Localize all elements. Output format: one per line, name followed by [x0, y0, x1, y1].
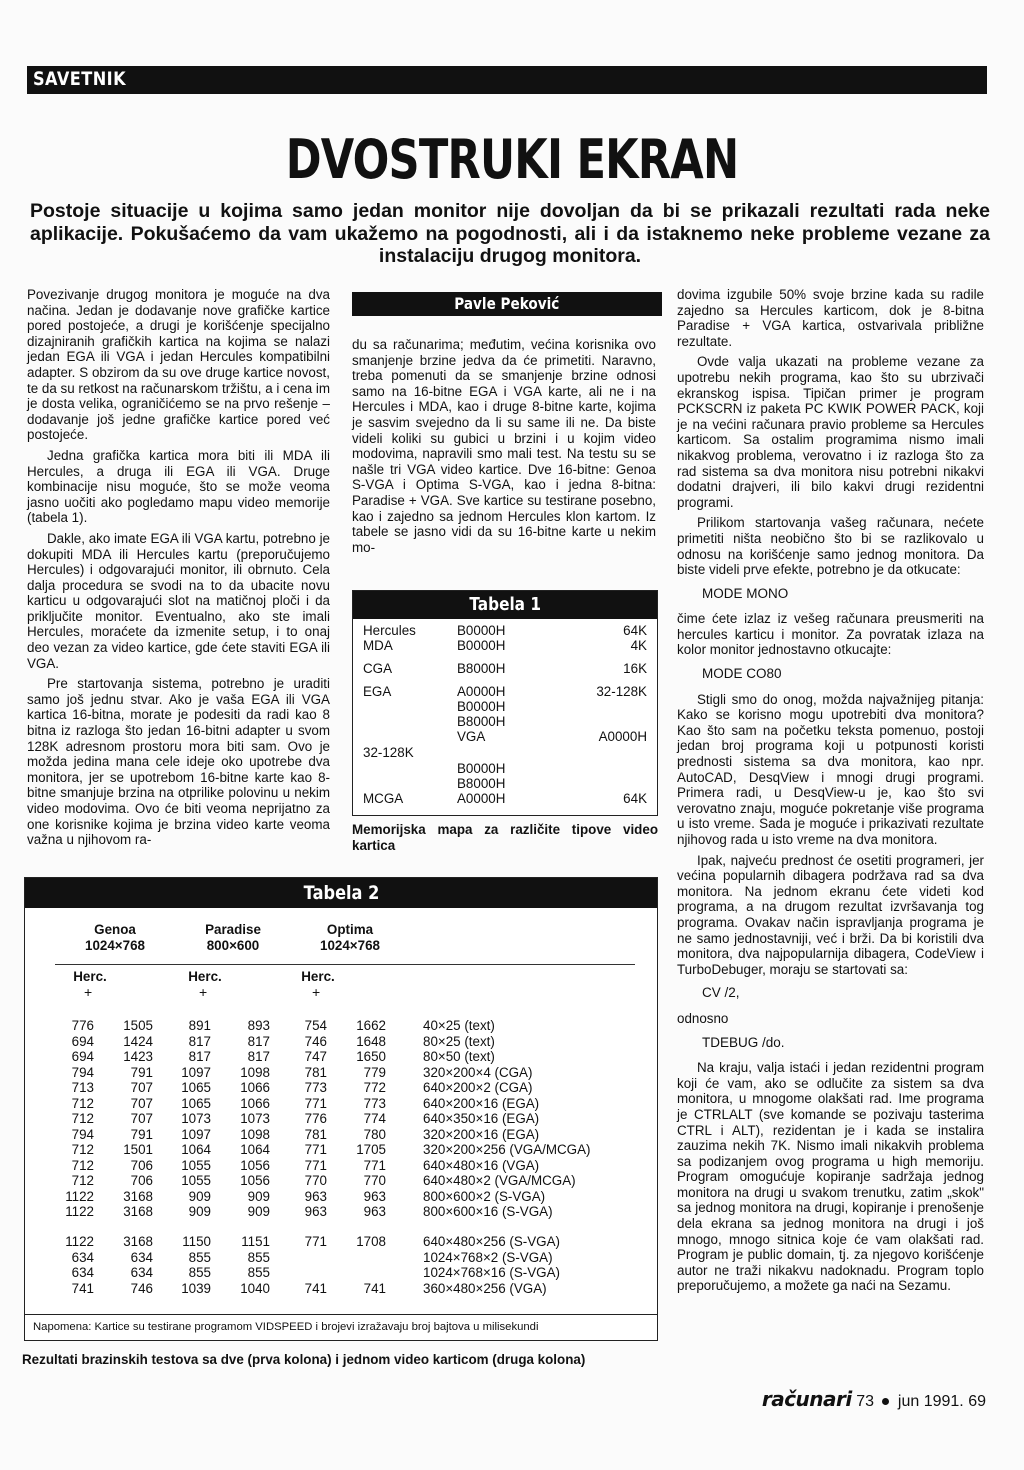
table-1-caption: Memorijska mapa za različite tipove video kartica: [352, 822, 658, 853]
table-row: [25, 1281, 657, 1297]
table-2-note: Napomena: Kartice su testirane programom VIDSPEED i brojevi izražavaju broj bajtova u milisekundi: [25, 1314, 657, 1339]
video-mode: 320×200×16 (EGA): [423, 1126, 540, 1142]
speed-value: 1705: [356, 1142, 386, 1157]
card-name: Genoa: [94, 922, 136, 937]
table-row: [25, 1096, 657, 1112]
speed-value: 771: [304, 1157, 327, 1173]
bullet-icon: [882, 1398, 889, 1405]
speed-value: 776: [71, 1018, 94, 1033]
table-row: [25, 1189, 657, 1205]
plus-sign: +: [312, 984, 321, 1000]
speed-value: 634: [71, 1249, 94, 1265]
table-1-title: Tabela 1: [469, 594, 541, 615]
herc-label: Herc.: [73, 969, 107, 984]
speed-value: 1122: [65, 1188, 94, 1204]
card-resolution: 1024×768: [85, 937, 145, 953]
speed-value: 1073: [240, 1111, 270, 1126]
speed-value: 963: [363, 1204, 386, 1219]
speed-value: 3168: [123, 1234, 153, 1249]
speed-value: 1056: [240, 1157, 270, 1173]
speed-value: 634: [130, 1265, 153, 1280]
card-header: [55, 922, 175, 953]
video-mode: 80×50 (text): [423, 1049, 495, 1064]
speed-value: 1040: [240, 1280, 270, 1296]
paragraph: Ovde valja ukazati na probleme vezane za upotrebu nekih programa, kao što su ubrzivači ekranskog ispisa. Tipičan primer je program PCKSCRN iz paketa PC KWIK POWER PACK, koji je na većini računara pravio probleme sa Hercules karticom. Sa ostalim programima nismo imali nikakvog problema, verovatno i iz razloga što za rad sistema sa dva monitora nisu potrebni nikakvi dodatni drajveri, ili bilo kakvi drugi rezidentni programi.: [677, 354, 984, 510]
speed-value: 794: [71, 1126, 94, 1142]
paragraph: Na kraju, valja istaći i jedan rezidentni program koji će vam, ako se odlučite za sistem sa dva monitora, u mnogome olakšati rad. Ime programa je CTRLALT (sve komande se pozivaju tasterima CTRL i ALT), rezidentan je i kada se instalira zauzima nekih 7K. Nismo imali nikakvih problema sa podizanjem ovog programa u high memoriju. Program omogućuje kopiranje sadržaja jednog monitora na drugi u svakom trenutku, zatim „skok" sa jednog monitora na drugi, kopiranje i prenošenje dela ekrana sa jednog monitora na drugi i još mnogo, mnogo sitnica koje će vam olakšati rad. Program je public domain, tj. za njegovo korišćenje autor ne traži nikakvu nadoknadu. Program toplo preporučujemo, a možete ga naći na Sezamu.: [677, 1060, 984, 1294]
table-1-header: [353, 591, 657, 619]
author-box: [352, 292, 662, 316]
herc-label: Herc.: [301, 969, 335, 984]
memory-address: B8000H: [457, 714, 506, 729]
table-row: [25, 1034, 657, 1050]
paragraph: Ipak, najveću prednost će osetiti programeri, jer većina popularnih dibagera podržava rad sa dva monitora. Na jednom ekranu ćete videti kod programa, a na drugom rezultat izvršavanja tog programa. Ovakav način ispravljanja programa je ne samo jednostavniji, već i brži. Da bi koristili dva monitora, dva najpopularnija dibagera, CodeView i TurboDebuger, moraju se startovati sa:: [677, 852, 984, 977]
speed-value: 1065: [181, 1095, 211, 1111]
speed-value: 1151: [241, 1234, 270, 1249]
speed-value: 791: [130, 1064, 153, 1080]
memory-type: EGA: [363, 684, 392, 699]
paragraph: Pre startovanja sistema, potrebno je uraditi samo još jednu stvar. Ako je vaša EGA ili VGA kartica 16-bitna, morate je podesiti da radi kao 8 bitna iz razloga što jedan 16-bitni adapter u svom 128K adresnom prostoru mora biti sam. Ovo je možda jedina mana cele ideje oko upotrebe dva monitora, jer se upotrebom 16-bitne karte kao 8-bitne smanjuje brzina na otprilike polovinu u nekim video modovima. Ovo će biti veoma neprijatno za one korisnike kojima je brzina video karte veoma važna u njihovom ra-: [27, 676, 330, 848]
card-resolution: 1024×768: [320, 937, 380, 953]
speed-value: 1423: [123, 1049, 153, 1064]
column-2: [352, 337, 656, 560]
speed-value: 1056: [240, 1173, 270, 1188]
speed-value: 855: [188, 1249, 211, 1265]
code-line: MODE CO80: [702, 666, 782, 682]
speed-value: 706: [130, 1173, 153, 1188]
speed-value: 741: [363, 1280, 386, 1296]
speed-value: 963: [304, 1188, 327, 1204]
speed-value: 712: [71, 1095, 94, 1111]
memory-type: CGA: [363, 661, 393, 676]
plus-sign: +: [84, 984, 93, 1000]
memory-type: MDA: [363, 638, 393, 653]
speed-value: 1098: [240, 1126, 270, 1142]
speed-value: 634: [130, 1249, 153, 1265]
video-mode: 1024×768×2 (S-VGA): [423, 1249, 553, 1265]
speed-value: 770: [304, 1173, 327, 1188]
speed-value: 1501: [123, 1142, 153, 1157]
video-mode: 320×200×256 (VGA/MCGA): [423, 1142, 591, 1157]
speed-value: 1098: [240, 1064, 270, 1080]
memory-address: VGA: [457, 729, 486, 744]
paragraph: Stigli smo do onog, možda najvažnijeg pitanja: Kako se korisno mogu upotrebiti dva monitora? Kao što sam na početku teksta pomenuo, postoji jedan broj programa koji u potpunosti koristi prednosti sistema sa dva monitora, kao npr. AutoCAD, DesqView i mnogi drugi programi. Primera radi, u DesqView-u je, kao što svi verovatno znaju, moguće pokretanje više programa u isto vreme. Sada je moguće i prikazivati rezultate njihovog rada u isto vreme na dva monitora.: [677, 691, 984, 847]
speed-value: 770: [363, 1173, 386, 1188]
table-2: [24, 877, 658, 1341]
memory-type: Hercules: [363, 623, 416, 638]
video-mode: 640×200×16 (EGA): [423, 1095, 540, 1111]
speed-value: 741: [71, 1280, 94, 1296]
speed-value: 1097: [181, 1064, 211, 1080]
speed-value: 1055: [181, 1157, 211, 1173]
video-mode: 80×25 (text): [423, 1033, 495, 1049]
memory-type: MCGA: [363, 791, 404, 806]
speed-value: 634: [71, 1265, 94, 1280]
table-row: [25, 1250, 657, 1266]
memory-size: 64K: [623, 791, 647, 806]
memory-address: B0000H: [457, 699, 506, 714]
speed-value: 771: [304, 1234, 327, 1249]
memory-address: B0000H: [457, 761, 506, 776]
memory-address: B0000H: [457, 623, 506, 638]
speed-value: 741: [304, 1280, 327, 1296]
speed-value: 817: [247, 1049, 270, 1064]
table-row: [25, 1111, 657, 1127]
paragraph: Povezivanje drugog monitora je moguće na dva načina. Jedan je dodavanje nove grafičke kartice pored postojeće, a drugi je korišćenje specijalno dizajniranih grafičkih kartica na kojima se nalazi jedan EGA ili VGA i jedan Hercules kompatibilni adapter. S obzirom da su ove druge kartice novost, te da su retkost na računarskom tržištu, a i cena im je dosta velika, ograničićemo se na prvo rešenje – dodavanje još jedne grafičke kartice pored već postojeće.: [27, 287, 330, 443]
speed-value: 1064: [181, 1142, 211, 1157]
speed-value: 1708: [356, 1234, 386, 1249]
table-2-divider: [55, 964, 635, 965]
column-3: [677, 287, 984, 1299]
article-lead: Postoje situacije u kojima samo jedan monitor nije dovoljan da bi se prikazali rezultati rada neke aplikacije. Pokušaćemo da vam ukažemo na pogodnosti, ali i da istaknemo neke probleme vezane za instalaciju drugog monitora.: [30, 200, 990, 267]
paragraph: odnosno: [677, 1010, 729, 1026]
speed-value: 1648: [356, 1033, 386, 1049]
table-row: [25, 1158, 657, 1174]
speed-value: 780: [363, 1126, 386, 1142]
video-mode: 320×200×4 (CGA): [423, 1064, 533, 1080]
table-row: [25, 1265, 657, 1281]
memory-address: B0000H: [457, 638, 506, 653]
speed-value: 817: [188, 1033, 211, 1049]
speed-value: 909: [247, 1204, 270, 1219]
speed-value: 754: [304, 1018, 327, 1033]
speed-value: 1065: [181, 1080, 211, 1095]
speed-value: 771: [304, 1095, 327, 1111]
plus-sign: +: [199, 984, 208, 1000]
speed-value: 855: [247, 1265, 270, 1280]
author-name: Pavle Peković: [454, 294, 560, 313]
issue-number: 73: [856, 1393, 874, 1410]
table-row: [25, 1204, 657, 1220]
speed-value: 817: [188, 1049, 211, 1064]
video-mode: 800×600×16 (S-VGA): [423, 1204, 553, 1219]
speed-value: 1122: [65, 1204, 94, 1219]
speed-value: 781: [304, 1064, 327, 1080]
speed-value: 893: [247, 1018, 270, 1033]
speed-value: 712: [71, 1142, 94, 1157]
speed-value: 1122: [65, 1234, 94, 1249]
speed-value: 3168: [123, 1204, 153, 1219]
table-row: [25, 1173, 657, 1189]
video-mode: 640×480×256 (S-VGA): [423, 1234, 560, 1249]
speed-value: 891: [188, 1018, 211, 1033]
speed-value: 1650: [356, 1049, 386, 1064]
memory-size: 4K: [630, 638, 647, 653]
video-mode: 640×350×16 (EGA): [423, 1111, 540, 1126]
speed-value: 694: [71, 1033, 94, 1049]
speed-value: 1662: [356, 1018, 386, 1033]
table-row: [25, 1080, 657, 1096]
speed-value: 706: [130, 1157, 153, 1173]
speed-value: 694: [71, 1049, 94, 1064]
code-line: CV /2,: [702, 985, 740, 1001]
speed-value: 3168: [123, 1188, 153, 1204]
speed-value: 963: [363, 1188, 386, 1204]
speed-value: 794: [71, 1064, 94, 1080]
speed-value: 1066: [240, 1080, 270, 1095]
card-header: [290, 922, 410, 953]
issue-date: jun 1991.: [897, 1393, 964, 1410]
video-mode: 40×25 (text): [423, 1018, 495, 1033]
memory-type: 32-128K: [363, 745, 414, 760]
table-row: [25, 1018, 657, 1034]
card-name: Optima: [326, 922, 374, 937]
magazine-logo: računari: [761, 1387, 852, 1411]
video-mode: 640×480×16 (VGA): [423, 1157, 540, 1173]
video-mode: 800×600×2 (S-VGA): [423, 1188, 546, 1204]
speed-value: 1073: [181, 1111, 211, 1126]
table-row: [25, 1049, 657, 1065]
speed-value: 1066: [240, 1095, 270, 1111]
speed-value: 1055: [181, 1173, 211, 1188]
speed-value: 1424: [123, 1033, 153, 1049]
page-number: 69: [968, 1393, 986, 1410]
video-mode: 360×480×256 (VGA): [423, 1280, 547, 1296]
speed-value: 771: [304, 1142, 327, 1157]
paragraph: dovima izgubile 50% svoje brzine kada su radile zajedno sa Hercules karticom, dok je 8-bitna Paradise + VGA kartica, ostvarivala približne rezultate.: [677, 287, 984, 349]
code-line: MODE MONO: [702, 585, 789, 601]
table-row: [25, 1234, 657, 1250]
memory-address: A0000H: [457, 684, 506, 699]
speed-value: 707: [130, 1080, 153, 1095]
speed-value: 746: [130, 1280, 153, 1296]
paragraph: čime ćete izlaz iz vešeg računara preusmeriti na hercules karticu i monitor. Za povratak izlaza na kolor monitor jednostavno otkucajte:: [677, 611, 984, 658]
speed-value: 909: [188, 1204, 211, 1219]
speed-value: 909: [188, 1188, 211, 1204]
speed-value: 1097: [181, 1126, 211, 1142]
speed-value: 776: [304, 1111, 327, 1126]
table-row: [25, 1142, 657, 1158]
memory-size: A0000H: [598, 729, 647, 744]
card-name: Paradise: [205, 922, 261, 937]
memory-size: 64K: [623, 623, 647, 638]
video-mode: 640×200×2 (CGA): [423, 1080, 533, 1095]
paragraph: Dakle, ako imate EGA ili VGA kartu, potrebno je dokupiti MDA ili Hercules kartu (preporučujemo Hercules) i odgovarajući monitor, ili obrnuto. Cela dalja procedura se svodi na to da ubacite novu karticu u odgovarajući slot na matičnoj ploči i da priključite monitor. Eventualno, ako ste imali Hercules, moraćete da izmenite setup, i to onaj deo vezan za video kartice, gde ćete staviti EGA ili VGA.: [27, 530, 330, 671]
paragraph: Prilikom startovanja vašeg računara, nećete primetiti ništa neobično što bi se razlikovalo u odnosu na korišćenje samo jednog monitora. Da biste videli prve efekte, potrebno je da otkucate:: [677, 515, 984, 578]
table-row: [25, 1065, 657, 1081]
column-1: [27, 287, 330, 853]
card-header: [173, 922, 293, 953]
speed-value: 774: [363, 1111, 386, 1126]
speed-value: 1505: [123, 1018, 153, 1033]
video-mode: 1024×768×16 (S-VGA): [423, 1265, 560, 1280]
speed-value: 773: [363, 1095, 386, 1111]
speed-value: 771: [363, 1157, 386, 1173]
speed-value: 712: [71, 1173, 94, 1188]
speed-value: 713: [71, 1080, 94, 1095]
speed-value: 791: [130, 1126, 153, 1142]
memory-size: 16K: [623, 661, 647, 676]
speed-value: 712: [71, 1157, 94, 1173]
card-resolution: 800×600: [206, 937, 260, 953]
column-2-text: du sa računarima; međutim, većina korisnika ovo smanjenje brzine jedva da će primetiti. Naravno, treba pomenuti da se smanjenje brzine odnosi samo na 16-bitne EGA i VGA karte, ali ne i na Hercules i MDA, kao i druge 8-bitne karte, kojima je sasvim svejedno da li su same ili ne. Da biste videli koliki su gubici u brzini i u kojim video modovima, napravili smo mali test. Na testu su se našle tri VGA video kartice. Dve 16-bitne: Genoa S-VGA i Optima S-VGA, kao i jedna 8-bitna: Paradise + VGA. Sve kartice su testirane posebno, kao i zajedno sa jednom Hercules klon kartom. Iz tabele se jasno vidi da su 16-bitne karte u nekim mo-: [352, 337, 656, 555]
speed-value: 1150: [182, 1234, 211, 1249]
memory-address: A0000H: [457, 791, 506, 806]
speed-value: 707: [130, 1095, 153, 1111]
speed-value: 781: [304, 1126, 327, 1142]
section-label: SAVETNIK: [33, 68, 127, 90]
speed-value: 707: [130, 1111, 153, 1126]
speed-value: 1064: [240, 1142, 270, 1157]
code-line: TDEBUG /do.: [702, 1034, 785, 1050]
speed-value: 772: [363, 1080, 386, 1095]
speed-value: 746: [304, 1033, 327, 1049]
table-2-header: [25, 878, 657, 908]
speed-value: 712: [71, 1111, 94, 1126]
section-bar: [27, 66, 987, 94]
table-row: [25, 1127, 657, 1143]
page-footer: [700, 1387, 986, 1411]
article-title: DVOSTRUKI EKRAN: [285, 128, 739, 191]
speed-value: 855: [188, 1265, 211, 1280]
speed-value: 747: [304, 1049, 327, 1064]
video-mode: 640×480×2 (VGA/MCGA): [423, 1173, 576, 1188]
herc-label: Herc.: [188, 969, 222, 984]
memory-size: 32-128K: [596, 684, 647, 699]
speed-value: 1039: [181, 1280, 211, 1296]
speed-value: 963: [304, 1204, 327, 1219]
speed-value: 909: [247, 1188, 270, 1204]
table-1: [352, 590, 658, 816]
speed-value: 855: [247, 1249, 270, 1265]
paragraph: Jedna grafička kartica mora biti ili MDA ili Hercules, a druga ili EGA ili VGA. Druge kombinacije nisu moguće, što se može veoma jasno uočiti ako pogledamo mapu video memorije (tabela 1).: [27, 447, 330, 526]
speed-value: 779: [363, 1064, 386, 1080]
memory-address: B8000H: [457, 661, 506, 676]
speed-value: 817: [247, 1033, 270, 1049]
table-2-caption: Rezultati brazinskih testova sa dve (prva kolona) i jednom video karticom (druga kolona): [22, 1352, 586, 1367]
memory-address: B8000H: [457, 776, 506, 791]
speed-value: 773: [304, 1080, 327, 1095]
table-2-title: Tabela 2: [303, 882, 379, 904]
